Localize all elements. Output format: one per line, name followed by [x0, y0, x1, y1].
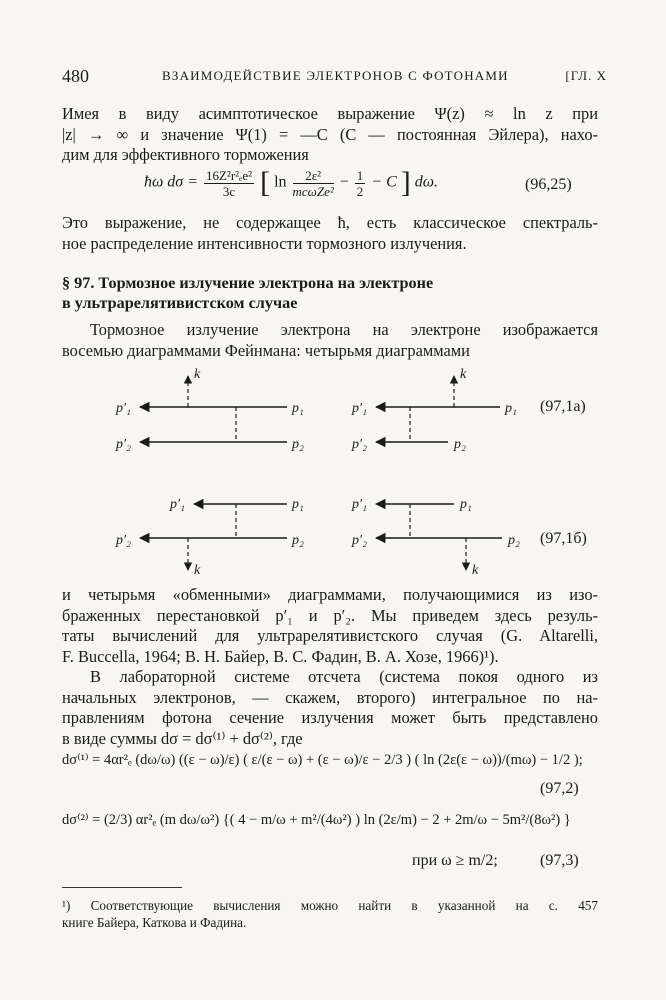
page-number: 480 — [62, 66, 89, 86]
fraction-numerator: 16Z²r²ₑe² — [205, 167, 253, 183]
eq-tail: − C — [371, 173, 397, 191]
eq-lhs: ħω dσ = — [144, 173, 198, 191]
footnote-line: книге Байера, Каткова и Фадина. — [62, 915, 247, 930]
eq-ln: ln — [274, 173, 287, 191]
text-line: и четырьмя «обменными» диаграммами, получающимися из изо- — [62, 585, 598, 604]
label-p1-prime: p′₁ — [116, 401, 131, 416]
section-title-line: § 97. Тормозное излучение электрона на электроне — [62, 274, 434, 292]
eq-differential: dω. — [414, 173, 439, 191]
equation-number: (96,25) — [525, 176, 572, 193]
text-line: Тормозное излучение электрона на электроне изображается — [90, 320, 598, 339]
label-k: k — [194, 563, 201, 578]
paragraph-classical — [62, 213, 598, 254]
eq-fraction — [293, 168, 334, 199]
label-p1-prime: p′₁ — [170, 497, 185, 512]
text-line: В лабораторной системе отсчета (система покоя одного из — [90, 667, 598, 686]
paragraph-exchange — [62, 585, 598, 667]
footnote-line: ¹) Соответствующие вычисления можно найти в указанной на с. 457 — [62, 898, 598, 913]
label-p2: p₂ — [292, 437, 304, 452]
label-p1: p₁ — [292, 401, 304, 416]
text-line: в виде суммы dσ = dσ⁽¹⁾ + dσ⁽²⁾, где — [62, 728, 303, 748]
text-line: Это выражение, не содержащее ħ, есть классическое спектраль- — [62, 213, 598, 232]
label-k: k — [472, 563, 479, 578]
label-p1: p₁ — [460, 497, 472, 512]
text-line: Имея в виду асимптотическое выражение Ψ(z) ≈ ln z при — [62, 104, 598, 123]
chapter-marker: [ГЛ. X — [565, 68, 607, 83]
text-line: |z| → ∞ и значение Ψ(1) = —C (C — постоянная Эйлера), нахо- — [62, 124, 598, 144]
label-p2-prime: p′₂ — [116, 533, 131, 548]
text-line: начальных электронов, — скажем, второго) интегральное по на- — [62, 687, 598, 707]
label-p1-prime: p′₁ — [352, 497, 367, 512]
label-k: k — [194, 367, 201, 382]
equation-97-2-line2: dσ⁽²⁾ = (2/3) αr²ₑ (m dω/ω²) {( 4 − m/ω + m²/(4ω²) ) ln (2ε/m) − 2 + 2m/ω − 5m²/(8ω²) } — [62, 812, 571, 828]
equation-97-3-condition: при ω ≥ m/2; — [412, 852, 498, 869]
fraction-denominator: 3c — [222, 183, 236, 199]
equation-number: (97,1а) — [540, 398, 586, 415]
diagram-svg — [112, 484, 322, 584]
running-title: ВЗАИМОДЕЙСТВИЕ ЭЛЕКТРОНОВ С ФОТОНАМИ — [162, 68, 509, 83]
equation-97-2-line1: dσ⁽¹⁾ = 4αr²ₑ (dω/ω) ((ε − ω)/ε) ( ε/(ε − ω) + (ε − ω)/ε − 2/3 ) ( ln (2ε(ε − ω))/(mω) − 1/2 ); — [62, 752, 583, 768]
text-line: F. Buccella, 1964; В. Н. Байер, В. С. Фадин, В. А. Хозе, 1966)¹). — [62, 646, 499, 666]
text-line: ное распределение интенсивности тормозного излучения. — [62, 233, 467, 253]
section-title-line: в ультрарелятивистском случае — [62, 294, 298, 312]
label-k: k — [460, 367, 467, 382]
text-line: восемью диаграммами Фейнмана: четырьмя диаграммами — [62, 340, 470, 360]
fraction-numerator: 2ε² — [293, 168, 334, 184]
eq-fraction — [204, 168, 254, 199]
fraction-numerator: 1 — [356, 167, 364, 183]
equation-96-25: ħω dσ = $\frac{\text{16Z²r²ₑe²}}{3c}$ [ ln $\frac{\text{2ε²}}{\text{mcωZe²}}$ − $\frac{1}{2}$ − C ] dω. — [144, 166, 439, 199]
section-heading — [62, 273, 582, 313]
equation-number: (97,3) — [540, 852, 579, 869]
text-line: таты вычислений для ультрарелятивистского случая (G. Altarelli, — [62, 626, 598, 645]
feynman-diagram-a1 — [112, 362, 322, 467]
equation-number: (97,1б) — [540, 530, 587, 547]
equation-number: (97,2) — [540, 780, 579, 797]
label-p2-prime: p′₂ — [116, 437, 131, 452]
fraction-denominator: 2 — [356, 183, 364, 199]
diagram-svg — [350, 362, 525, 462]
label-p2: p₂ — [508, 533, 520, 548]
feynman-diagram-b1 — [112, 484, 322, 589]
label-p2-prime: p′₂ — [352, 533, 367, 548]
text-line: браженных перестановкой p′₁ и p′₂. Мы приведем здесь резуль- — [62, 605, 598, 625]
paragraph-asymptotic — [62, 104, 598, 166]
label-p2: p₂ — [292, 533, 304, 548]
label-p2: p₂ — [454, 437, 466, 452]
footnote — [62, 897, 598, 931]
label-p1-prime: p′₁ — [352, 401, 367, 416]
diagram-svg — [112, 362, 322, 462]
eq-minus: − — [339, 173, 349, 191]
text-line: правлениям фотона сечение излучения может быть представлено — [62, 708, 598, 727]
label-p1: p₁ — [505, 401, 517, 416]
label-p2-prime: p′₂ — [352, 437, 367, 452]
diagram-svg — [350, 484, 540, 584]
eq-fraction-half — [355, 168, 366, 199]
text-line: дим для эффективного торможения — [62, 145, 309, 164]
footnote-rule — [62, 887, 182, 888]
paragraph-lab-frame — [62, 667, 598, 749]
fraction-denominator: mcωZe² — [292, 183, 334, 199]
running-header — [62, 66, 607, 90]
label-p1: p₁ — [292, 497, 304, 512]
paragraph-feynman — [62, 320, 598, 361]
feynman-diagram-a2 — [350, 362, 525, 467]
feynman-diagram-b2 — [350, 484, 540, 589]
